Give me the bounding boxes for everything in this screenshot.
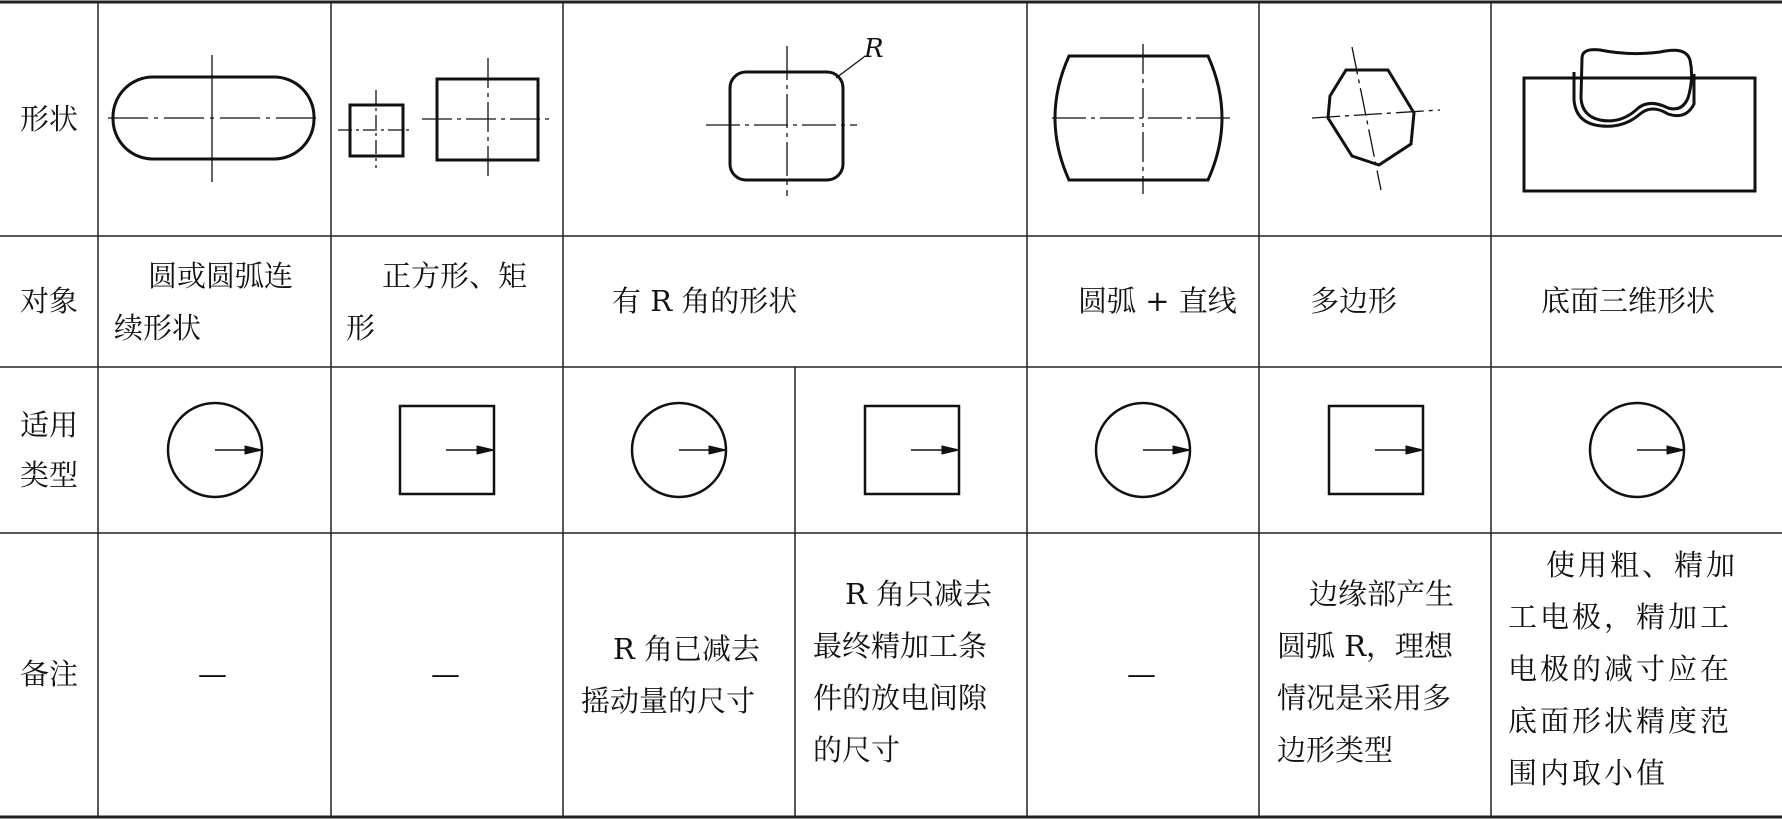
remark-col3a-line1: R 角已减去 [613,632,761,666]
remark-col3a-line2: 摇动量的尺寸 [581,684,756,718]
remark-col3b-line3: 件的放电间隙 [813,681,988,715]
rounded-slot-icon [108,55,320,182]
row-header-applicable-type-2: 类型 [19,458,78,492]
object-col1-line1: 圆或圆弧连 [148,259,294,293]
remark-col6-line2: 工电极，精加工 [1508,600,1733,634]
remark-col3b-line2: 最终精加工条 [813,629,988,663]
object-col4: 圆弧 + 直线 [1078,284,1237,318]
circle-electrode-icon [1590,403,1684,497]
square-electrode-icon [400,406,494,494]
remark-col3b-line1: R 角只减去 [845,577,993,611]
row-header-remarks: 备注 [19,657,78,691]
row-header-shape: 形状 [19,102,78,136]
r-corner-square-icon [706,46,864,196]
remark-col6-line3: 电极的减寸应在 [1508,652,1733,686]
object-col3: 有 R 角的形状 [612,284,798,318]
remark-col5-line3: 情况是采用多 [1277,681,1452,715]
circle-electrode-icon [632,403,726,497]
row-header-object: 对象 [19,284,78,318]
remark-col6-line4: 底面形状精度范 [1508,704,1733,738]
arc-sided-shape-icon [1052,44,1232,194]
remark-col1: — [198,657,227,691]
object-col5: 多边形 [1310,284,1398,318]
circle-electrode-icon [168,403,262,497]
square-electrode-icon [865,406,959,494]
remark-col3b-line4: 的尺寸 [813,733,901,767]
r-corner-label: R [864,34,884,64]
remark-col6-line1: 使用粗、精加 [1546,548,1739,582]
remark-col5-line1: 边缘部产生 [1309,577,1455,611]
square-and-rectangle-icon [338,58,552,176]
circle-electrode-icon [1096,403,1190,497]
row-header-applicable-type-1: 适用 [19,408,78,442]
freeform-3d-bottom-icon [1524,50,1755,191]
remark-col4: — [1127,657,1156,691]
square-electrode-icon [1329,406,1423,494]
remark-col6-line5: 围内取小值 [1508,756,1669,790]
remark-col2: — [431,657,460,691]
remark-col5-line2: 圆弧 R，理想 [1277,629,1454,663]
object-col1-line2: 续形状 [114,311,202,345]
object-col6: 底面三维形状 [1541,284,1716,318]
object-col2-line2: 形 [346,311,376,345]
object-col2-line1: 正方形、矩 [382,259,528,293]
remark-col5-line4: 边形类型 [1277,733,1394,767]
octagon-icon [1312,47,1440,190]
